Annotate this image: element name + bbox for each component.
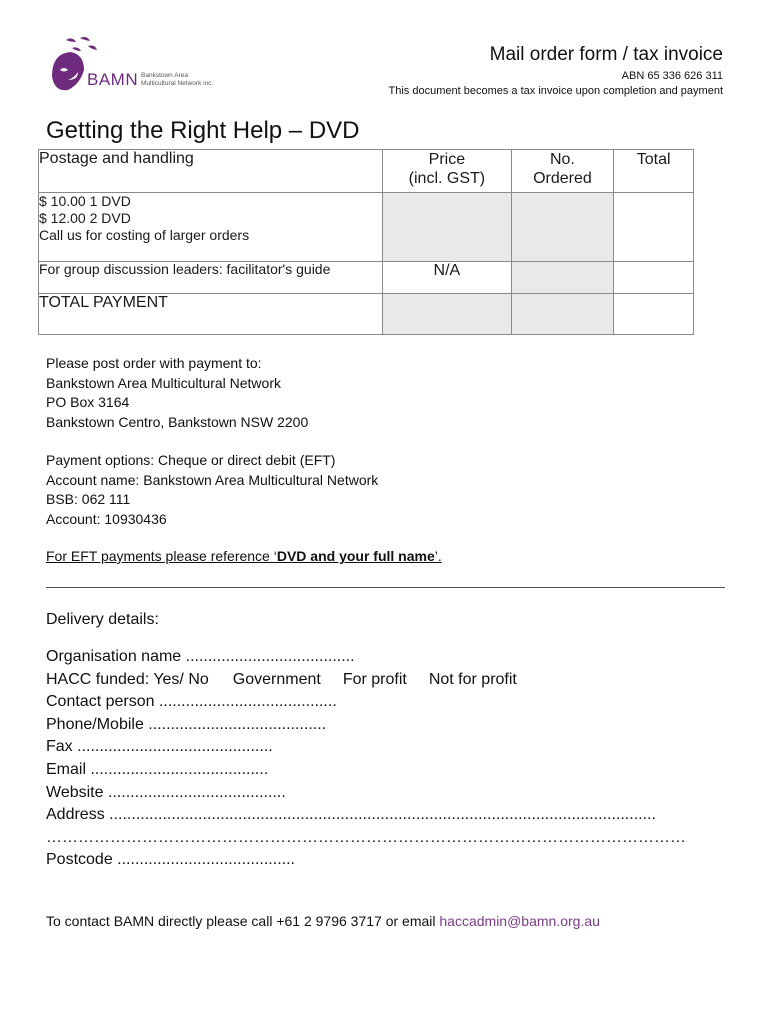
eft-bold: DVD and your full name [276, 548, 435, 564]
delivery-fields [46, 646, 726, 872]
abn-number: ABN 65 336 626 311 [621, 70, 723, 82]
payment-line: Account name: Bankstown Area Multicultural Network [46, 471, 379, 488]
phone-field[interactable]: Phone/Mobile ........................................ [46, 715, 327, 733]
payment-line: Account: 10930436 [46, 510, 167, 527]
contact-text: To contact BAMN directly please call +61 2 9796 3717 or email [46, 913, 440, 929]
dvd-price-input[interactable] [383, 193, 511, 262]
address-field-line2[interactable]: ………………………………………………………………………………………………………… [46, 828, 686, 846]
dvd-qty-input[interactable] [511, 193, 614, 262]
eft-suffix: ’. [434, 548, 442, 564]
total-payment-label: TOTAL PAYMENT [39, 294, 383, 335]
fax-field[interactable]: Fax ............................................ [46, 738, 273, 756]
eft-reference-note [46, 548, 442, 564]
dvd-price-line: Call us for costing of larger orders [39, 227, 250, 243]
table-row-dvd [39, 193, 694, 262]
table-header-row [39, 150, 694, 193]
postal-line: Please post order with payment to: [46, 355, 262, 371]
guide-total-input[interactable] [614, 262, 694, 294]
guide-price: N/A [383, 262, 511, 294]
contact-email-link[interactable]: haccadmin@bamn.org.au [439, 913, 600, 929]
eft-prefix: For EFT payments please reference ‘ [46, 548, 277, 564]
for-profit-option[interactable]: For profit [342, 670, 407, 688]
header-price-line: Price [428, 151, 466, 168]
contact-person-field[interactable]: Contact person ........................................ [46, 693, 337, 711]
tax-invoice-note: This document becomes a tax invoice upon completion and payment [388, 85, 723, 97]
hacc-funded-row [46, 669, 726, 692]
header-qty-line: Ordered [533, 170, 592, 187]
email-field[interactable]: Email ........................................ [46, 760, 269, 778]
total-price-cell [383, 294, 511, 335]
document-title: Getting the Right Help – DVD [46, 117, 360, 144]
header-price [383, 150, 511, 193]
table-row-total [39, 294, 694, 335]
header-total: Total [614, 150, 694, 193]
order-table [38, 149, 694, 335]
logo-wordmark: BAMN [87, 70, 139, 89]
divider [46, 587, 725, 588]
payment-options [46, 451, 378, 529]
header-price-line: (incl. GST) [408, 170, 486, 187]
postcode-field[interactable]: Postcode ........................................ [46, 851, 295, 869]
contact-note [46, 913, 600, 929]
dvd-pricing-cell [39, 193, 383, 262]
organisation-field[interactable]: Organisation name ...................................... [46, 648, 355, 665]
header-qty-line: No. [549, 151, 575, 168]
logo-subtitle-line: Multicultural Network inc. [141, 79, 214, 87]
dvd-price-line: $ 10.00 1 DVD [39, 193, 131, 209]
guide-qty-input[interactable] [511, 262, 614, 294]
header-qty [511, 150, 614, 193]
total-qty-cell [511, 294, 614, 335]
not-for-profit-option[interactable]: Not for profit [428, 670, 517, 688]
table-row-guide [39, 262, 694, 294]
postal-line: Bankstown Centro, Bankstown NSW 2200 [46, 413, 309, 430]
postal-line: Bankstown Area Multicultural Network [46, 374, 281, 391]
dvd-total-input[interactable] [614, 193, 694, 262]
hacc-funded-option[interactable]: HACC funded: Yes/ No [46, 670, 209, 688]
postal-line: PO Box 3164 [46, 394, 130, 410]
address-field[interactable]: Address ........................................................................................................................... [46, 806, 656, 824]
total-payment-input[interactable] [614, 294, 694, 335]
government-option[interactable]: Government [232, 670, 321, 688]
guide-label: For group discussion leaders: facilitator's guide [39, 262, 383, 294]
logo-subtitle [141, 72, 213, 87]
website-field[interactable]: Website ........................................ [46, 783, 286, 801]
payment-line: Payment options: Cheque or direct debit (EFT) [46, 452, 336, 468]
form-title: Mail order form / tax invoice [489, 44, 723, 65]
header-item: Postage and handling [39, 150, 383, 193]
postal-address [46, 354, 308, 432]
delivery-heading: Delivery details: [46, 611, 159, 628]
dvd-price-line: $ 12.00 2 DVD [39, 210, 131, 226]
logo-subtitle-line: Bankstown Area [141, 72, 188, 79]
payment-line: BSB: 062 111 [46, 491, 131, 507]
